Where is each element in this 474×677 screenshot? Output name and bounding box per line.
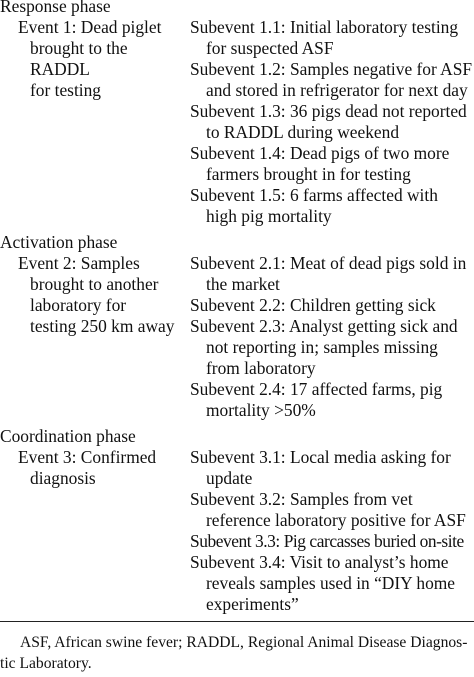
footnote-text: tic Laboratory. — [0, 655, 92, 672]
subevent-text: reference laboratory positive for ASF — [206, 510, 466, 530]
event-text: Event 2: Samples — [18, 253, 140, 273]
phase-title: Response phase — [0, 0, 111, 16]
subevent-text: Subevent 2.4: 17 affected farms, pig — [190, 379, 443, 399]
table-bottom-rule — [0, 621, 474, 622]
subevent-text: Subevent 3.2: Samples from vet — [190, 489, 413, 509]
subevent-text: update — [206, 468, 253, 488]
subevent-text: and stored in refrigerator for next day — [206, 80, 468, 100]
subevent-text: mortality >50% — [206, 400, 316, 420]
subevent-text: to RADDL during weekend — [206, 122, 400, 142]
subevent-text: high pig mortality — [206, 206, 332, 226]
event-text: Event 3: Confirmed — [18, 447, 157, 467]
subevent-text: Subevent 3.3: Pig carcasses buried on-site — [190, 531, 464, 551]
subevent-text: Subevent 1.2: Samples negative for ASF — [190, 59, 473, 79]
subevent-text: farmers brought in for testing — [206, 164, 411, 184]
subevent-text: from laboratory — [206, 358, 316, 378]
subevent-text: the market — [206, 274, 280, 294]
subevent-text: Subevent 2.2: Children getting sick — [190, 295, 436, 315]
event-text: for testing — [30, 80, 101, 100]
subevent-text: experiments” — [206, 594, 299, 614]
event-text: brought to another — [30, 274, 159, 294]
event-text: testing 250 km away — [30, 316, 175, 336]
subevent-text: not reporting in; samples missing — [206, 337, 438, 357]
subevent-text: Subevent 3.4: Visit to analyst’s home — [190, 552, 449, 572]
subevent-text: for suspected ASF — [206, 38, 334, 58]
event-text: brought to the — [30, 38, 128, 58]
subevent-text: Subevent 1.4: Dead pigs of two more — [190, 143, 450, 163]
subevent-text: Subevent 1.5: 6 farms affected with — [190, 185, 438, 205]
event-text: laboratory for — [30, 295, 127, 315]
footnote-text: ASF, African swine fever; RADDL, Regional Animal Disease Diagnos- — [20, 634, 468, 651]
subevent-text: Subevent 2.3: Analyst getting sick and — [190, 316, 458, 336]
event-text: RADDL — [30, 59, 90, 79]
subevent-text: Subevent 3.1: Local media asking for — [190, 447, 451, 467]
event-text: diagnosis — [30, 468, 96, 488]
phase-title: Activation phase — [0, 232, 118, 252]
subevent-text: Subevent 2.1: Meat of dead pigs sold in — [190, 253, 467, 273]
phase-title: Coordination phase — [0, 426, 136, 446]
event-text: Event 1: Dead piglet — [18, 17, 162, 37]
subevent-text: Subevent 1.3: 36 pigs dead not reported — [190, 101, 467, 121]
subevent-text: Subevent 1.1: Initial laboratory testing — [190, 17, 459, 37]
subevent-text: reveals samples used in “DIY home — [206, 573, 456, 593]
